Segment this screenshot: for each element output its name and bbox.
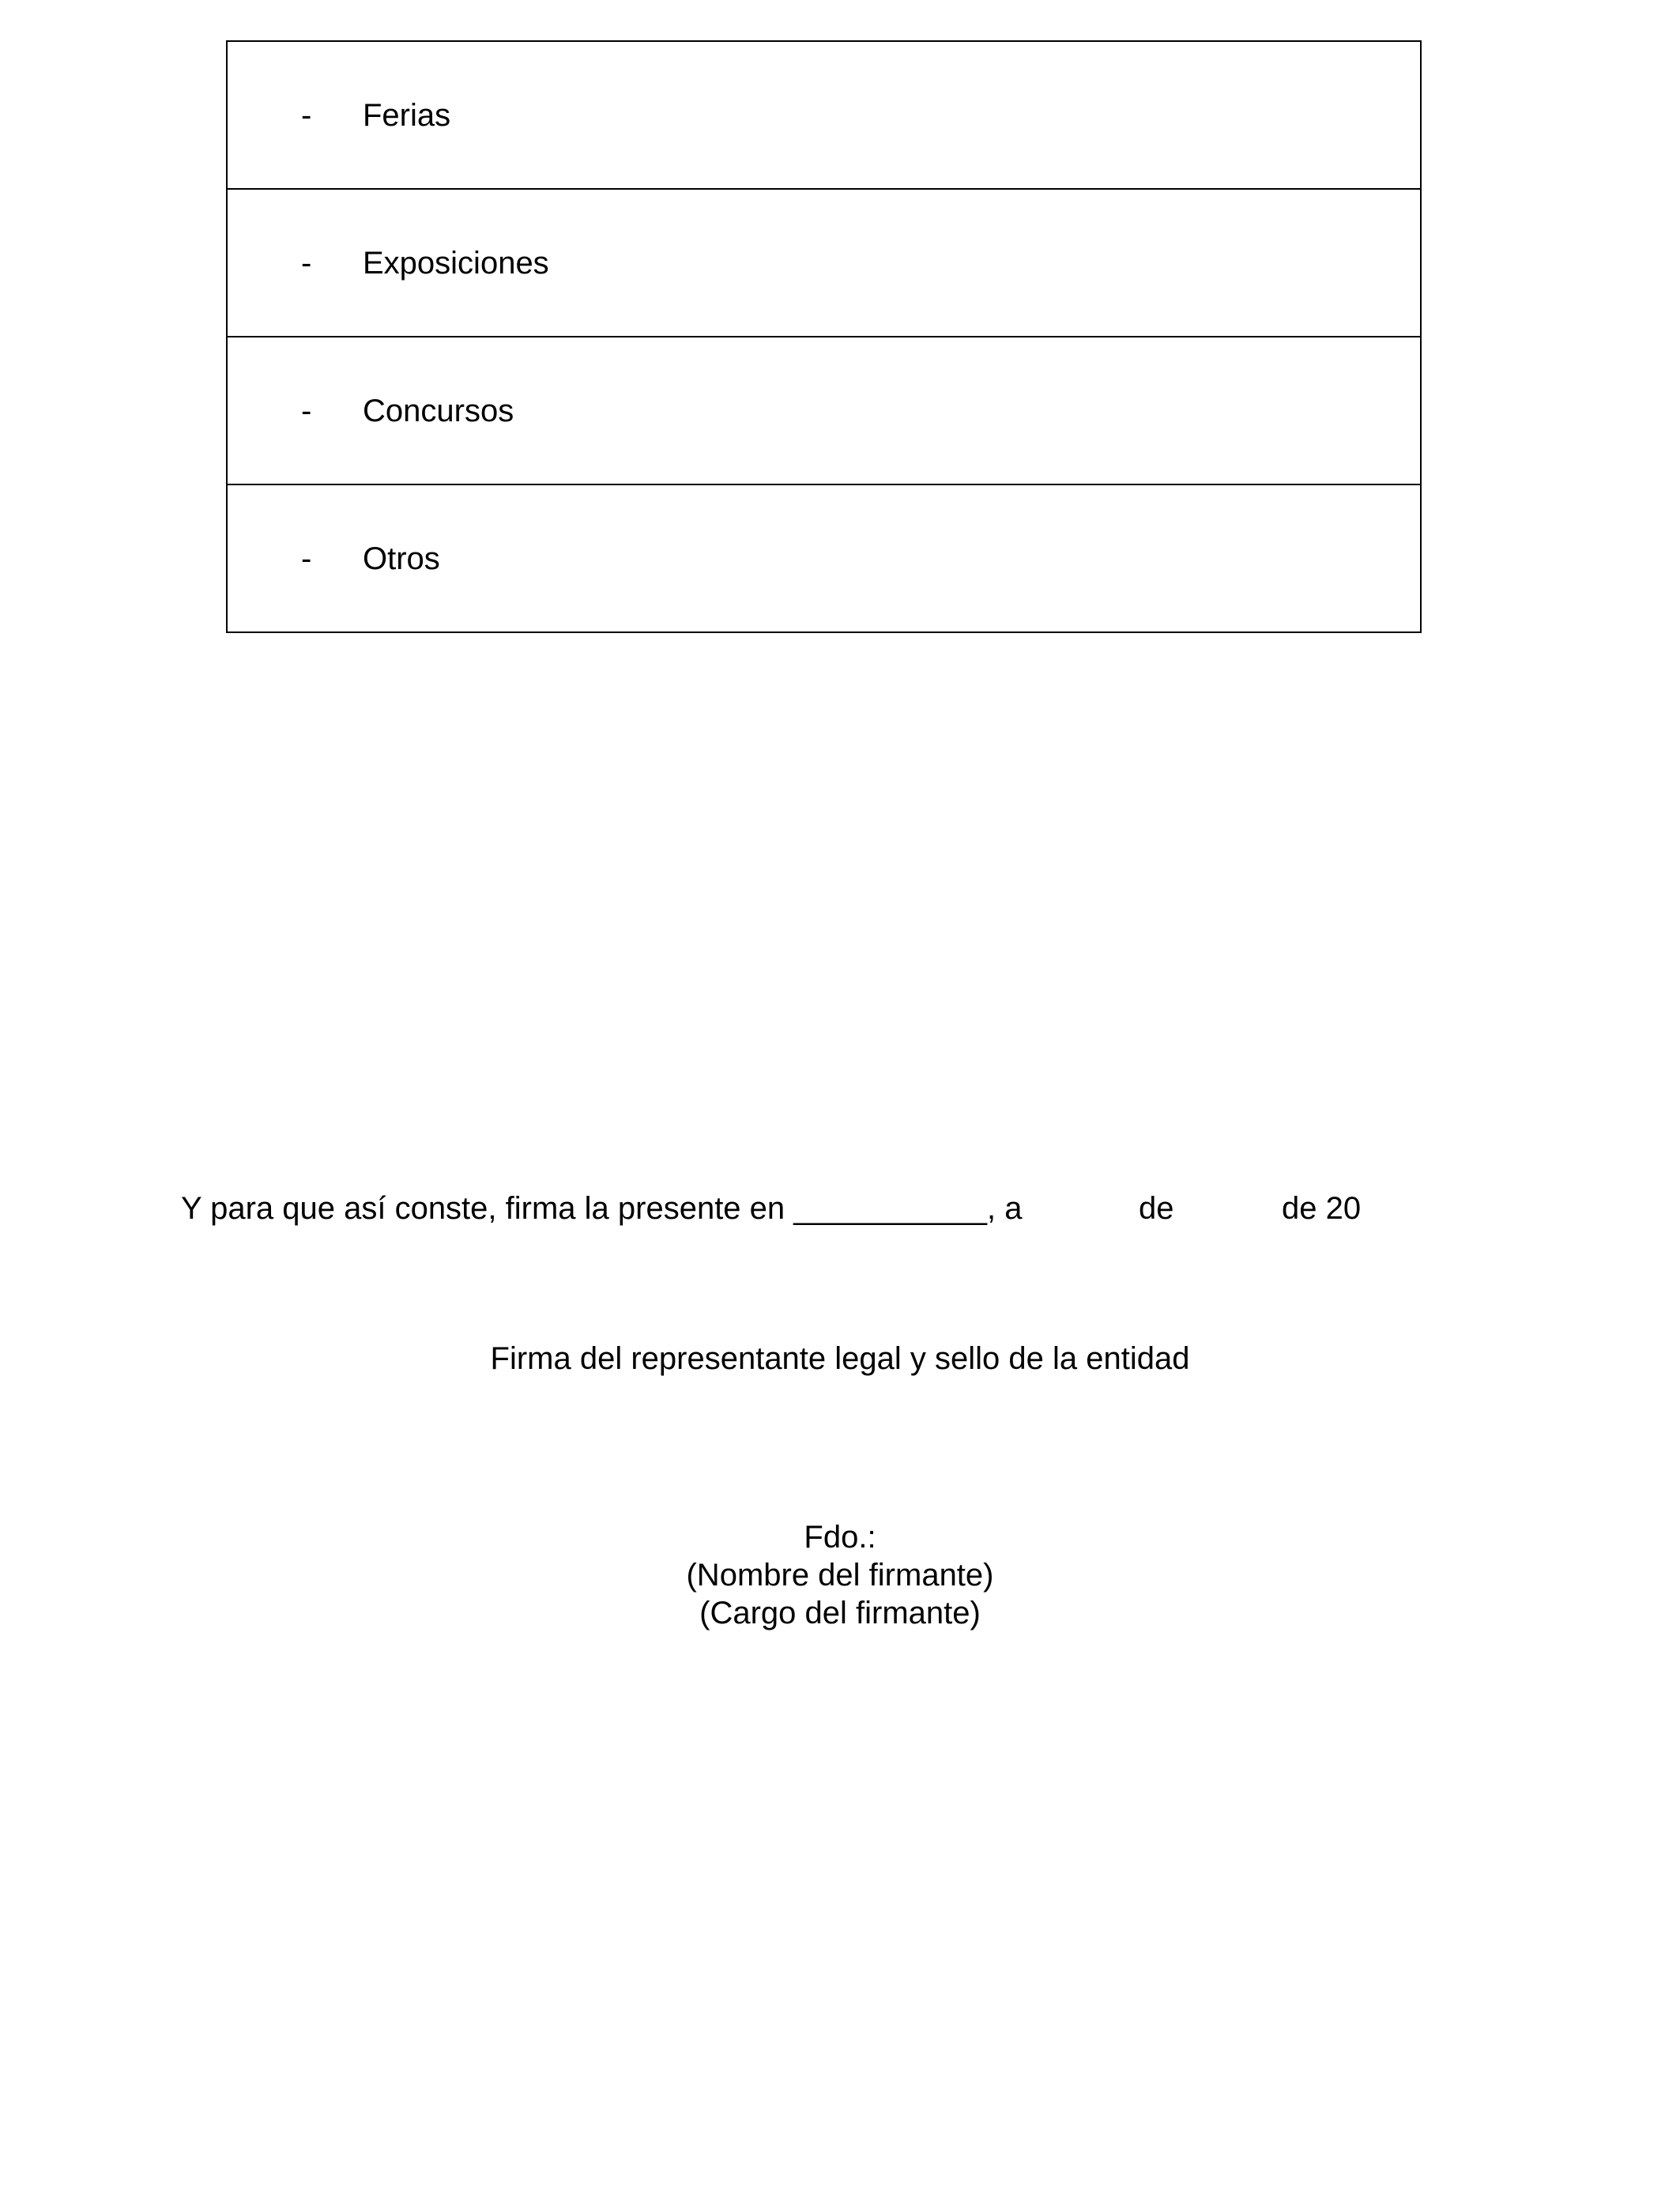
table-cell: [227, 484, 1421, 632]
list-item-label: Otros: [363, 541, 440, 576]
statement-place-text: Y para que así conste, firma la presente en ___________, a: [181, 1191, 1023, 1226]
table-row: [227, 484, 1421, 632]
table-cell: [227, 189, 1421, 337]
list-bullet: -: [301, 245, 312, 281]
statement-year-text: de 20: [1282, 1191, 1362, 1226]
signer-position: (Cargo del firmante): [699, 1596, 981, 1630]
signer-block: [0, 1518, 1680, 1632]
table-row: [227, 41, 1421, 189]
list-item-label: Exposiciones: [363, 245, 549, 281]
table-cell: [227, 41, 1421, 189]
signer-name: (Nombre del firmante): [686, 1558, 994, 1593]
list-item-label: Ferias: [363, 97, 451, 133]
list-bullet: -: [301, 97, 312, 133]
signed-by-label: Fdo.:: [804, 1520, 876, 1555]
signature-statement: [0, 1189, 1680, 1228]
list-bullet: -: [301, 393, 312, 428]
statement-month-text: de: [1139, 1191, 1174, 1226]
list-item-label: Concursos: [363, 393, 514, 428]
signature-caption: Firma del representante legal y sello de la entidad: [490, 1341, 1190, 1376]
table-row: [227, 337, 1421, 484]
activity-table: [226, 40, 1422, 633]
table-row: [227, 189, 1421, 337]
table-cell: [227, 337, 1421, 484]
list-bullet: -: [301, 541, 312, 576]
